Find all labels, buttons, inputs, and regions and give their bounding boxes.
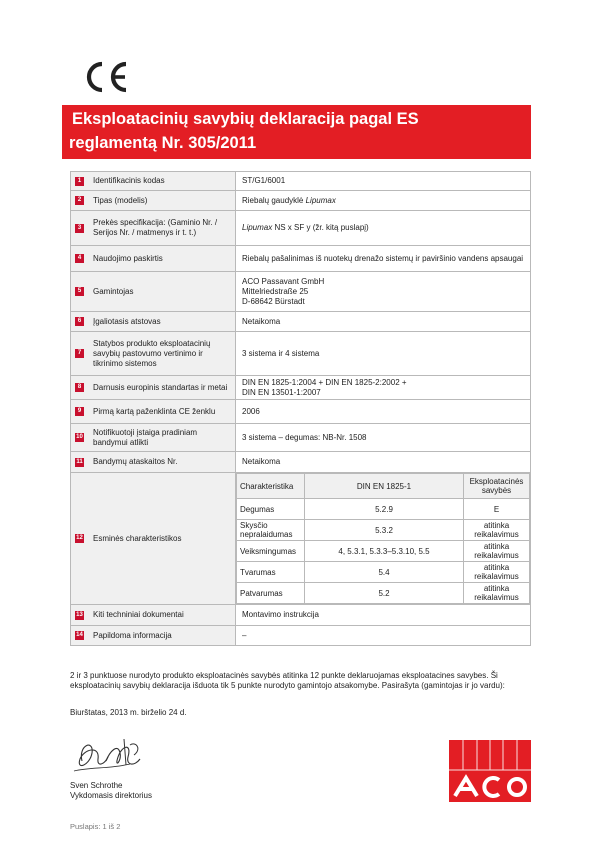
row-value-cell xyxy=(236,272,531,312)
row-label-cell xyxy=(71,400,236,424)
item-number-badge: 4 xyxy=(75,254,84,263)
row-value: 3 sistema – degumas: NB-Nr. 1508 xyxy=(242,432,367,442)
row-label: Bandymų ataskaitos Nr. xyxy=(93,457,178,466)
manufacturer-line: Mittelriedstraße 25 xyxy=(242,286,309,296)
item-number-badge: 10 xyxy=(76,434,83,440)
standard-line: DIN EN 1825-1:2004 + DIN EN 1825-2:2002 + xyxy=(242,377,407,387)
row-value-cell xyxy=(236,452,531,473)
row-label-cell xyxy=(71,246,236,272)
table-row xyxy=(71,626,531,646)
characteristic-name: Tvarumas xyxy=(237,562,305,583)
table-row xyxy=(71,605,531,626)
characteristic-name: Patvarumas xyxy=(237,583,305,604)
characteristic-name: Skysčio nepralaidumas xyxy=(237,520,305,541)
row-label: Pirmą kartą paženklinta CE ženklu xyxy=(93,406,216,416)
row-value-cell xyxy=(236,400,531,424)
row-value-cell xyxy=(236,211,531,246)
item-number-badge: 3 xyxy=(75,224,84,233)
performance-value: atitinka reikalavimus xyxy=(464,541,530,562)
item-number-badge: 7 xyxy=(75,349,84,358)
standard-line: DIN EN 13501-1:2007 xyxy=(242,387,321,397)
row-value: Netaikoma xyxy=(242,316,281,326)
row-label: Įgaliotasis atstovas xyxy=(93,316,161,326)
table-row xyxy=(71,452,531,473)
table-row xyxy=(71,473,531,605)
column-header: DIN EN 1825-1 xyxy=(305,474,464,499)
row-label-cell xyxy=(71,376,236,400)
row-label: Darnusis europinis standartas ir metai xyxy=(93,382,228,392)
row-label: Notifikuotoji įstaiga pradiniam bandymui atlikti xyxy=(93,427,198,447)
row-label: Kiti techniniai dokumentai xyxy=(93,610,184,619)
standard-clause: 5.4 xyxy=(305,562,464,583)
page-number: Puslapis: 1 iš 2 xyxy=(70,822,121,831)
characteristic-name: Degumas xyxy=(237,499,305,520)
standard-clause: 4, 5.3.1, 5.3.3–5.3.10, 5.5 xyxy=(305,541,464,562)
item-number-badge: 1 xyxy=(75,177,84,186)
characteristics-cell xyxy=(236,473,531,605)
row-label: Prekės specifikacija: (Gaminio Nr. / Serijos Nr. / matmenys ir t. t.) xyxy=(93,218,218,237)
characteristics-row xyxy=(237,499,530,520)
row-label: Statybos produkto eksploatacinių savybių pastovumo vertinimo ir tikrinimo sistemos xyxy=(93,338,211,368)
row-label-cell xyxy=(71,424,236,452)
item-number-badge: 12 xyxy=(76,535,83,541)
row-value: 2006 xyxy=(242,406,260,416)
item-number-badge: 11 xyxy=(76,458,83,465)
row-value-cell xyxy=(236,312,531,332)
performance-value: E xyxy=(464,499,530,520)
place-and-date: Biurštatas, 2013 m. birželio 24 d. xyxy=(70,708,187,717)
performance-value: atitinka reikalavimus xyxy=(464,583,530,604)
table-row xyxy=(71,312,531,332)
row-value: Riebalų gaudyklė xyxy=(242,195,306,205)
row-label: Gamintojas xyxy=(93,286,134,296)
page-title-line-2: reglamentą Nr. 305/2011 xyxy=(69,134,257,152)
manufacturer-line: D-68642 Bürstadt xyxy=(242,296,305,306)
table-row xyxy=(71,191,531,211)
row-value-cell xyxy=(236,172,531,191)
item-number-badge: 9 xyxy=(75,407,84,416)
performance-value: atitinka reikalavimus xyxy=(464,562,530,583)
item-number-badge: 14 xyxy=(76,632,83,638)
column-header: Eksploatacinės savybės xyxy=(464,474,530,499)
row-value-italic: Lipumax xyxy=(242,223,273,232)
row-label-cell xyxy=(71,605,236,626)
signatory-role: Vykdomasis direktorius xyxy=(70,791,152,800)
row-label-cell xyxy=(71,473,236,605)
item-number-badge: 13 xyxy=(76,611,83,618)
characteristics-row xyxy=(237,520,530,541)
aco-logo xyxy=(449,740,531,802)
table-row xyxy=(71,172,531,191)
row-value-cell xyxy=(236,626,531,646)
row-label-cell xyxy=(71,172,236,191)
table-row xyxy=(71,332,531,376)
declaration-table xyxy=(70,171,531,646)
characteristics-row xyxy=(237,541,530,562)
table-row xyxy=(71,400,531,424)
row-value: Montavimo instrukcija xyxy=(242,610,319,619)
ce-mark-logo xyxy=(82,60,130,94)
row-label: Identifikacinis kodas xyxy=(93,176,165,185)
row-value: 3 sistema ir 4 sistema xyxy=(242,348,320,358)
row-label-cell xyxy=(71,332,236,376)
characteristics-row xyxy=(237,562,530,583)
item-number-badge: 8 xyxy=(75,383,84,392)
row-value-cell xyxy=(236,605,531,626)
item-number-badge: 5 xyxy=(75,287,84,296)
row-label-cell xyxy=(71,191,236,211)
standard-clause: 5.3.2 xyxy=(305,520,464,541)
row-label-cell xyxy=(71,272,236,312)
characteristics-header-row xyxy=(237,474,530,499)
row-value-cell xyxy=(236,246,531,272)
row-value-cell xyxy=(236,332,531,376)
row-label: Esminės charakteristikos xyxy=(93,533,182,543)
signatory-block xyxy=(70,781,152,801)
row-label: Tipas (modelis) xyxy=(93,195,148,205)
characteristic-name: Veiksmingumas xyxy=(237,541,305,562)
row-value-cell xyxy=(236,424,531,452)
row-label-cell xyxy=(71,211,236,246)
row-label-cell xyxy=(71,452,236,473)
table-row xyxy=(71,211,531,246)
row-value-italic: Lipumax xyxy=(305,195,336,205)
item-number-badge: 2 xyxy=(75,196,84,205)
row-value: Netaikoma xyxy=(242,457,281,466)
manufacturer-line: ACO Passavant GmbH xyxy=(242,276,325,286)
characteristics-row xyxy=(237,583,530,604)
characteristics-table xyxy=(236,473,530,604)
performance-value: atitinka reikalavimus xyxy=(464,520,530,541)
handwritten-signature xyxy=(70,731,160,779)
standard-clause: 5.2 xyxy=(305,583,464,604)
signatory-name: Sven Schrothe xyxy=(70,781,123,790)
row-value: Riebalų pašalinimas iš nuotekų drenažo sistemų ir paviršinio vandens apsaugai xyxy=(242,253,524,263)
column-header: Charakteristika xyxy=(237,474,305,499)
standard-clause: 5.2.9 xyxy=(305,499,464,520)
table-row xyxy=(71,272,531,312)
item-number-badge: 6 xyxy=(75,317,84,326)
row-value: ST/G1/6001 xyxy=(242,176,286,185)
row-value-cell xyxy=(236,191,531,211)
conformity-statement: 2 ir 3 punktuose nurodyto produkto eksploatacinės savybės atitinka 12 punkte deklaruojamas eksploatacines savybes. Ši eksploatacinių savybių deklaracija išduota tik 5 punkte nurodyto gamintojo atsakomybe. Pasirašyta (gamintojas ir jo vardu): xyxy=(70,671,505,690)
table-row xyxy=(71,246,531,272)
table-row xyxy=(71,376,531,400)
row-label: Papildoma informacija xyxy=(93,630,172,640)
row-value: NS x SF y (žr. kitą puslapį) xyxy=(272,223,369,232)
row-label-cell xyxy=(71,626,236,646)
row-label: Naudojimo paskirtis xyxy=(93,253,163,263)
row-value-cell xyxy=(236,376,531,400)
page-title-line-1: Eksploatacinių savybių deklaracija pagal ES xyxy=(72,110,419,128)
table-row xyxy=(71,424,531,452)
row-label-cell xyxy=(71,312,236,332)
title-banner xyxy=(62,105,531,159)
row-value: – xyxy=(242,630,247,640)
